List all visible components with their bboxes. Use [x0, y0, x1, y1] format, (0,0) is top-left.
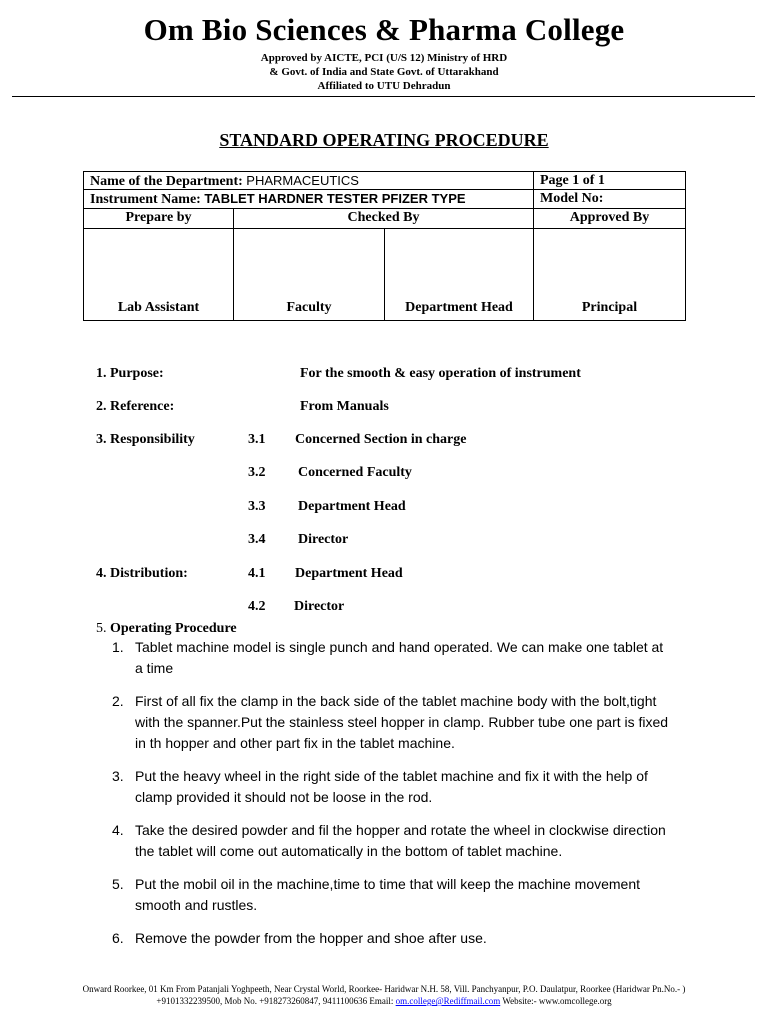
- footer-phones: +9101332239500, Mob No. +918273260847, 9411100636 Email:: [156, 996, 394, 1006]
- procedure-step: [112, 637, 672, 679]
- responsibility-text: Director: [298, 532, 349, 547]
- purpose-value: For the smooth & easy operation of instrument: [300, 366, 581, 381]
- prepare-by-header: Prepare by: [83, 208, 234, 229]
- procedure-step: [112, 691, 672, 754]
- responsibility-text: Concerned Faculty: [298, 465, 412, 480]
- operating-procedure-num: 5.: [96, 621, 107, 636]
- checked-by-header: Checked By: [233, 208, 534, 229]
- department-label: Name of the Department:: [90, 174, 243, 189]
- info-table: [83, 171, 686, 321]
- department-cell: [83, 171, 534, 190]
- responsibility-text: Department Head: [298, 499, 406, 514]
- model-cell: [533, 189, 686, 209]
- signature-cell-principal: [533, 228, 686, 321]
- footer-website: Website:- www.omcollege.org: [502, 996, 612, 1006]
- footer-email-link[interactable]: om.college@Rediffmail.com: [395, 996, 501, 1006]
- distribution-label: 4. Distribution:: [96, 566, 188, 581]
- instrument-label: Instrument Name:: [90, 192, 201, 207]
- step-number: 5.: [112, 876, 124, 892]
- responsibility-num: 3.1: [248, 432, 266, 447]
- reference-value: From Manuals: [300, 399, 389, 414]
- signatory-lab-assistant: Lab Assistant: [117, 300, 200, 315]
- operating-procedure-title: Operating Procedure: [110, 621, 237, 636]
- distribution-text: Department Head: [295, 566, 403, 581]
- responsibility-num: 3.2: [248, 465, 266, 480]
- procedure-step: [112, 874, 672, 916]
- responsibility-num: 3.4: [248, 532, 266, 547]
- document-title-text: STANDARD OPERATING PROCEDURE: [219, 130, 549, 150]
- procedure-step: [112, 820, 672, 862]
- signatory-department-head: Department Head: [405, 300, 513, 315]
- operating-procedure-heading: [96, 620, 237, 638]
- distribution-num: 4.2: [248, 599, 266, 614]
- step-number: 6.: [112, 930, 124, 946]
- approval-line-2: & Govt. of India and State Govt. of Uttarakhand: [269, 66, 499, 78]
- document-title: [0, 130, 768, 151]
- signature-cell-lab-assistant: [83, 228, 234, 321]
- responsibility-label: 3. Responsibility: [96, 432, 195, 447]
- page-cell: [533, 171, 686, 190]
- step-text: Remove the powder from the hopper and shoe after use.: [135, 930, 487, 946]
- college-name: Om Bio Sciences & Pharma College: [143, 12, 625, 47]
- step-number: 4.: [112, 822, 124, 838]
- affiliation-line: Affiliated to UTU Dehradun: [317, 80, 451, 92]
- signatory-principal: Principal: [581, 300, 638, 315]
- procedure-step: [112, 766, 672, 808]
- signature-cell-faculty: [233, 228, 385, 321]
- signature-cell-department-head: [384, 228, 534, 321]
- header-divider: [12, 96, 755, 97]
- department-value: PHARMACEUTICS: [246, 173, 359, 188]
- signatory-faculty: Faculty: [286, 300, 332, 315]
- procedure-step: [112, 928, 672, 949]
- step-number: 3.: [112, 768, 124, 784]
- approval-line-1: Approved by AICTE, PCI (U/S 12) Ministry of HRD: [260, 52, 508, 64]
- footer-address: Onward Roorkee, 01 Km From Patanjali Yoghpeeth, Near Crystal World, Roorkee- Haridwar N.H. 58, Vill. Panchyanpur, P.O. Daulatpur, Roorkee (Haridwar Pn.No.- ): [82, 984, 686, 994]
- step-number: 1.: [112, 639, 124, 655]
- approved-by-header: Approved By: [533, 208, 686, 229]
- step-text: First of all fix the clamp in the back side of the tablet machine body with the bolt,tight with the spanner.Put the stainless steel hopper in clamp. Rubber tube one part is fixed in th hopper and other part fix in the tablet machine.: [135, 693, 669, 751]
- step-text: Tablet machine model is single punch and hand operated. We can make one tablet at a time: [135, 639, 664, 676]
- step-number: 2.: [112, 693, 124, 709]
- model-number: Model No:: [540, 191, 604, 206]
- step-text: Put the heavy wheel in the right side of the tablet machine and fix it with the help of clamp provided it should not be loose in the rod.: [135, 768, 648, 805]
- step-text: Put the mobil oil in the machine,time to time that will keep the machine movement smooth and rustles.: [135, 876, 641, 913]
- step-text: Take the desired powder and fil the hopper and rotate the wheel in clockwise direction the tablet will come out automatically in the bottom of tablet machine.: [135, 822, 666, 859]
- distribution-text: Director: [294, 599, 345, 614]
- instrument-value: TABLET HARDNER TESTER PFIZER TYPE: [204, 191, 466, 206]
- footer-contact: [0, 995, 768, 1007]
- reference-label: 2. Reference:: [96, 399, 175, 414]
- responsibility-num: 3.3: [248, 499, 266, 514]
- responsibility-text: Concerned Section in charge: [295, 432, 467, 447]
- purpose-label: 1. Purpose:: [96, 366, 164, 381]
- distribution-num: 4.1: [248, 566, 266, 581]
- instrument-cell: [83, 189, 534, 209]
- page-number: Page 1 of 1: [540, 173, 605, 188]
